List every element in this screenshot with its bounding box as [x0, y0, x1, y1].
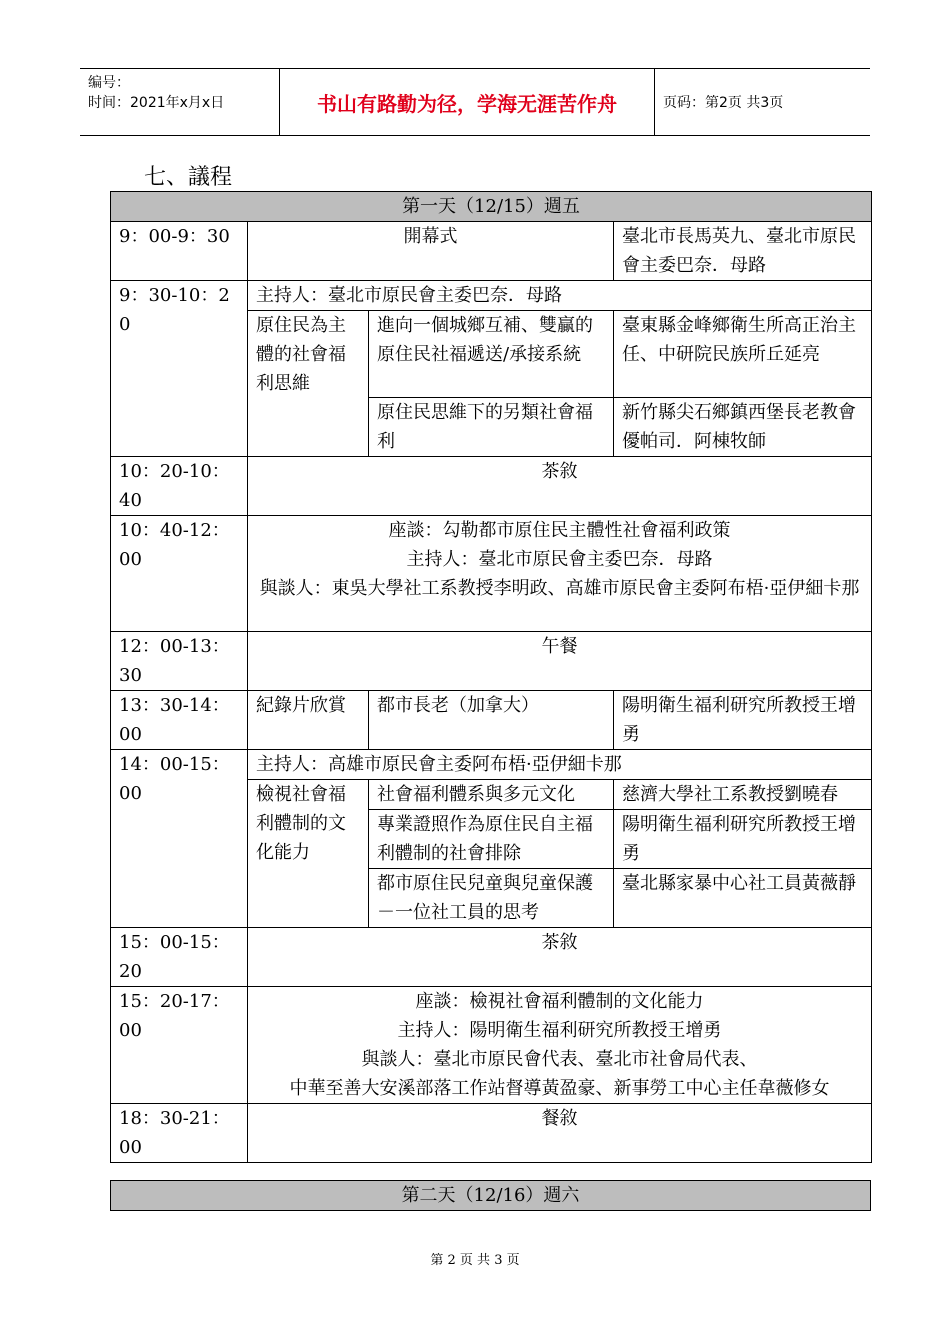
panel-panelists: 與談人：東吳大學社工系教授李明政、高雄市原民會主委阿布梧·亞伊細卡那: [259, 578, 860, 599]
talk-title: 社會福利體系與多元文化: [369, 780, 614, 810]
table-row: [111, 750, 872, 780]
session-event: 茶敘: [248, 928, 872, 987]
header-meta: [80, 69, 280, 135]
session-time: 10：40-12：00: [111, 516, 248, 632]
session-host: 主持人：臺北市原民會主委巴奈．母路: [248, 281, 872, 311]
talk-title: 進向一個城鄉互補、雙贏的原住民社福遞送/承接系統: [369, 311, 614, 398]
panel-host: 主持人：陽明衛生福利研究所教授王增勇: [397, 1020, 722, 1041]
agenda-day2-table: [110, 1180, 871, 1211]
session-event: 茶敘: [248, 457, 872, 516]
day1-title: 第一天（12/15）週五: [111, 192, 872, 222]
session-time: 9：00-9：30: [111, 222, 248, 281]
session-type: 紀錄片欣賞: [248, 691, 369, 750]
panel-details: [248, 987, 872, 1104]
session-time: 9：30-10：20: [111, 281, 248, 457]
talk-speaker: 臺北縣家暴中心社工員黃薇靜: [614, 869, 872, 928]
talk-speaker: 新竹縣尖石鄉鎮西堡長老教會優帕司．阿棟牧師: [614, 398, 872, 457]
day2-title: 第二天（12/16）週六: [111, 1181, 871, 1211]
agenda-day1-table: [110, 191, 872, 1163]
talk-title: 都市原住民兒童與兒童保護－一位社工員的思考: [369, 869, 614, 928]
talk-speaker: 臺東縣金峰鄉衛生所高正治主任、中研院民族所丘延亮: [614, 311, 872, 398]
session-host: 主持人：高雄市原民會主委阿布梧·亞伊細卡那: [248, 750, 872, 780]
doc-date: 时间：2021年x月x日: [88, 95, 225, 111]
day1-title-row: [111, 192, 872, 222]
table-row: [111, 632, 872, 691]
session-topic: 原住民為主體的社會福利思維: [248, 311, 369, 457]
table-row: [111, 987, 872, 1104]
session-time: 10：20-10：40: [111, 457, 248, 516]
table-row: [111, 1104, 872, 1163]
session-time: 12：00-13：30: [111, 632, 248, 691]
panel-details: [248, 516, 872, 632]
session-time: 14：00-15：00: [111, 750, 248, 928]
session-speaker: 臺北市長馬英九、臺北市原民會主委巴奈．母路: [614, 222, 872, 281]
panel-host: 主持人：臺北市原民會主委巴奈．母路: [406, 549, 713, 570]
table-row: [111, 691, 872, 750]
talk-speaker: 陽明衛生福利研究所教授王增勇: [614, 810, 872, 869]
talk-title: 原住民思維下的另類社會福利: [369, 398, 614, 457]
session-event: 餐敘: [248, 1104, 872, 1163]
table-row: [111, 457, 872, 516]
talk-speaker: 陽明衛生福利研究所教授王增勇: [614, 691, 872, 750]
session-event: 開幕式: [248, 222, 614, 281]
panel-title: 座談：檢視社會福利體制的文化能力: [415, 991, 704, 1012]
header-motto: 书山有路勤为径，学海无涯苦作舟: [280, 69, 655, 135]
table-row: [111, 516, 872, 632]
table-row: [111, 928, 872, 987]
table-row: [111, 281, 872, 311]
section-title: 七、議程: [144, 165, 233, 190]
session-topic: 檢視社會福利體制的文化能力: [248, 780, 369, 928]
session-time: 15：20-17：00: [111, 987, 248, 1104]
talk-speaker: 慈濟大學社工系教授劉曉春: [614, 780, 872, 810]
panel-panelists: 與談人：臺北市原民會代表、臺北市社會局代表、: [361, 1049, 758, 1070]
session-time: 18：30-21：00: [111, 1104, 248, 1163]
panel-title: 座談：勾勒都市原住民主體性社會福利政策: [388, 520, 731, 541]
session-event: 午餐: [248, 632, 872, 691]
talk-title: 專業證照作為原住民自主福利體制的社會排除: [369, 810, 614, 869]
table-row: [111, 222, 872, 281]
doc-number: 编号：: [88, 75, 130, 91]
panel-panelists-cont: 中華至善大安溪部落工作站督導黃盈豪、新事勞工中心主任韋薇修女: [289, 1078, 830, 1099]
session-time: 13：30-14：00: [111, 691, 248, 750]
day2-title-row: [111, 1181, 871, 1211]
page-footer: 第 2 页 共 3 页: [430, 1253, 520, 1268]
page-header: [80, 68, 870, 136]
header-page-info: 页码：第2页 共3页: [663, 95, 784, 111]
session-time: 15：00-15：20: [111, 928, 248, 987]
talk-title: 都市長老（加拿大）: [369, 691, 614, 750]
